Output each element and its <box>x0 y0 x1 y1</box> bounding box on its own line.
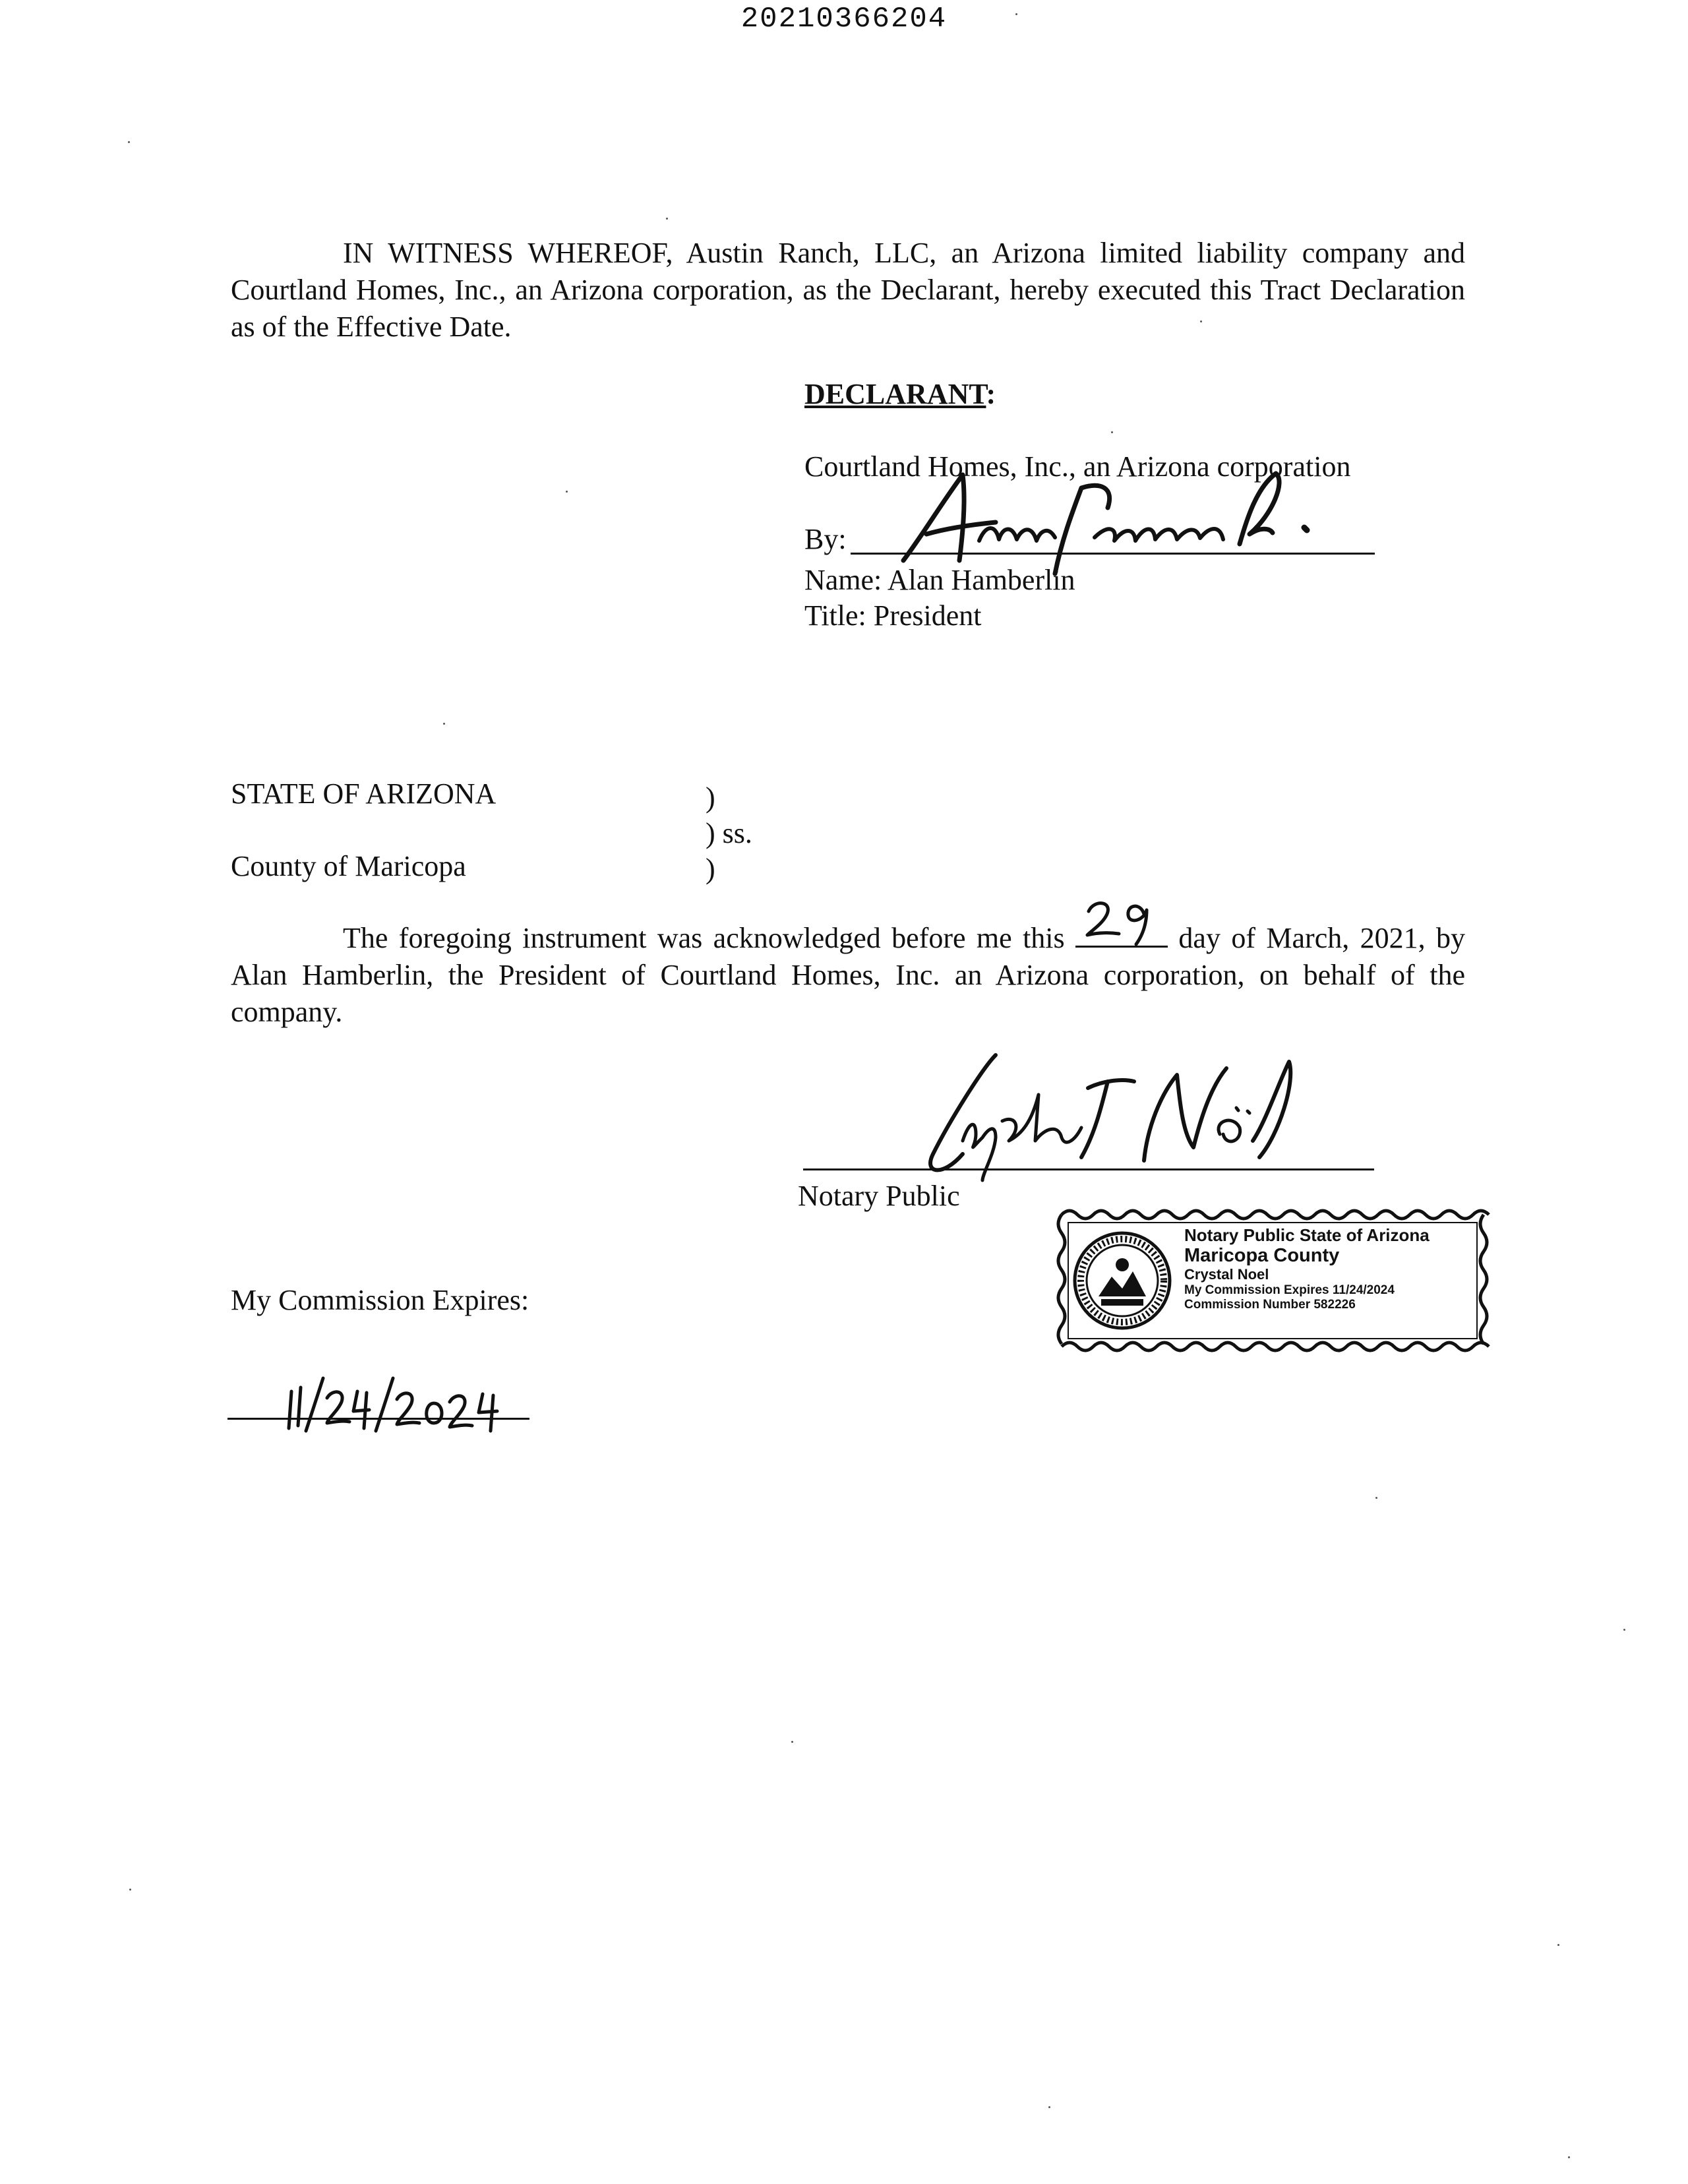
seal-line-expiration: My Commission Expires 11/24/2024 <box>1184 1283 1395 1297</box>
scan-speck <box>128 141 130 143</box>
scan-speck <box>666 218 668 220</box>
commission-date-handwriting <box>277 1365 514 1438</box>
seal-line-county: Maricopa County <box>1184 1245 1340 1266</box>
seal-line-notary-name: Crystal Noel <box>1184 1266 1269 1283</box>
scan-speck <box>566 491 568 493</box>
document-number: 20210366204 <box>740 3 948 36</box>
scan-speck <box>129 1889 131 1891</box>
notary-seal-stamp <box>1055 1205 1490 1356</box>
acknowledgment-day-handwriting <box>1081 894 1166 947</box>
declarant-heading-colon: : <box>986 378 996 410</box>
acknowledgment-part1: The foregoing instrument was acknowledged before me this <box>343 922 1065 954</box>
scan-speck <box>443 723 445 725</box>
declarant-heading-row <box>804 376 996 413</box>
declarant-name: Name: Alan Hamberlin <box>804 564 1075 596</box>
notary-public-label: Notary Public <box>798 1180 960 1212</box>
notary-signature <box>884 1042 1319 1187</box>
seal-line-commission-number: Commission Number 582226 <box>1184 1298 1356 1312</box>
scan-speck <box>1015 13 1017 15</box>
scan-speck <box>1111 431 1113 433</box>
commission-expires-label: My Commission Expires: <box>231 1284 529 1316</box>
scan-speck <box>1048 2106 1050 2108</box>
scan-speck <box>1200 320 1202 322</box>
declarant-heading: DECLARANT <box>804 378 986 410</box>
scan-speck <box>1623 1629 1625 1631</box>
acknowledgment-part2: day of March, 2021, by Alan Hamberlin, the President of Courtland Homes, Inc. an Arizona corporation, on behalf of the company. <box>231 922 1465 1028</box>
by-label: By: <box>804 523 847 555</box>
scan-speck <box>1375 1497 1377 1499</box>
scan-speck <box>1568 2156 1570 2158</box>
arizona-state-seal-icon <box>1072 1230 1172 1331</box>
acknowledgment-day-blank <box>1075 919 1168 948</box>
seal-text-block <box>1184 1225 1430 1312</box>
declarant-title: Title: President <box>804 599 982 632</box>
venue-paren-ss: ) ss. <box>706 817 752 849</box>
venue-paren-3: ) <box>706 853 715 885</box>
witness-paragraph: IN WITNESS WHEREOF, Austin Ranch, LLC, an Arizona limited liability company and Courtland Homes, Inc., an Arizona corporation, as the Declarant, hereby executed this Tract Declaration as of the Effective Date. <box>231 237 1465 343</box>
scan-speck <box>791 1741 793 1743</box>
acknowledgment-paragraph <box>231 919 1465 1031</box>
declarant-company: Courtland Homes, Inc., an Arizona corporation <box>804 450 1351 483</box>
seal-line-state: Notary Public State of Arizona <box>1184 1225 1430 1245</box>
venue-county: County of Maricopa <box>231 850 466 882</box>
scan-speck <box>1557 1944 1559 1946</box>
venue-paren-1: ) <box>706 781 715 814</box>
venue-state: STATE OF ARIZONA <box>231 777 497 810</box>
